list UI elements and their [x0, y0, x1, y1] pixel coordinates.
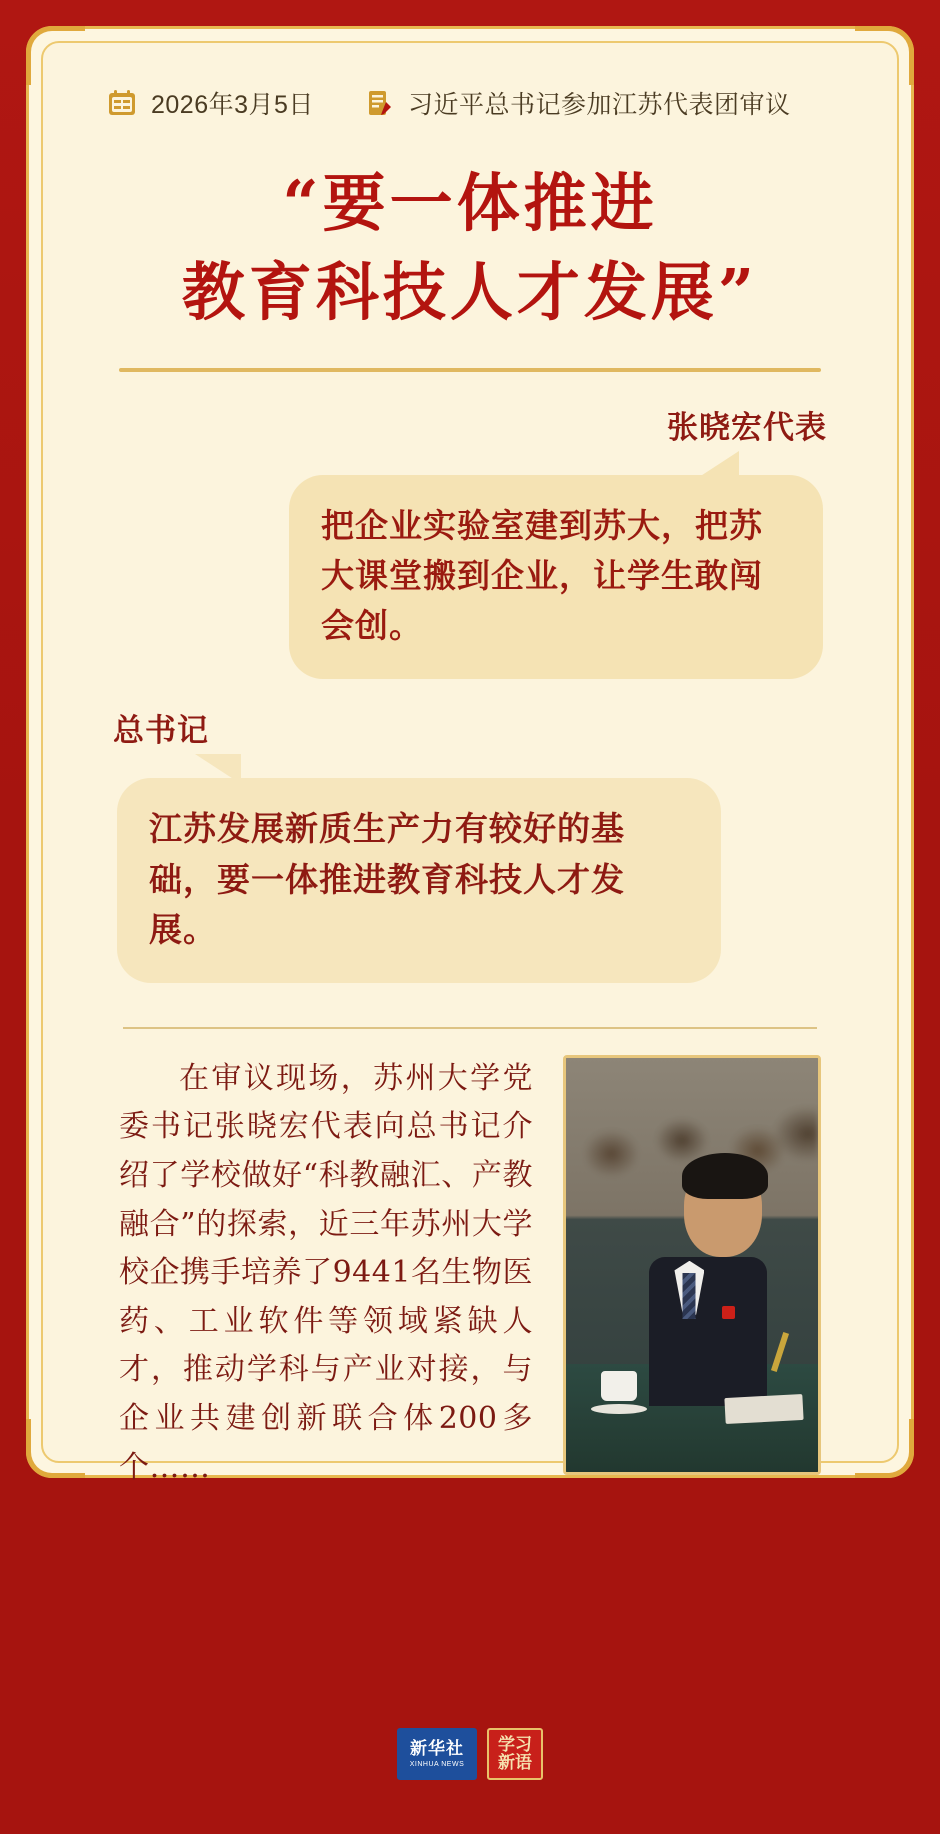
title-divider: [119, 368, 821, 372]
document-pen-icon: [364, 88, 394, 118]
photo-notebook: [724, 1394, 803, 1424]
header: [107, 81, 851, 125]
news-photo: [563, 1055, 821, 1475]
representative-quote-bubble: [289, 475, 823, 679]
photo-subject-hair: [682, 1153, 768, 1199]
body-paragraph: 在审议现场，苏州大学党委书记张晓宏代表向总书记介绍了学校做好“科教融汇、产教融合”的探索，近三年苏州大学校企携手培养了9441名生物医药、工业软件等领域紧缺人才，推动学科与产业对接，与企业共建创新联合体200多个……: [119, 1060, 533, 1485]
footer-logos: [0, 1728, 940, 1780]
calendar-icon: [107, 88, 137, 118]
header-topic: 习近平总书记参加江苏代表团审议: [407, 91, 791, 119]
title-line-2: 教育科技人才发展”: [181, 255, 759, 330]
page-title: [89, 159, 851, 338]
decorative-gold-frame: [26, 26, 914, 1485]
photo-subject-tie: [683, 1273, 696, 1319]
poster-content: [43, 43, 897, 1485]
bubble-tail-left: [195, 754, 241, 784]
title-line-1: “要一体推进: [282, 166, 658, 240]
header-date: 2026年3月5日: [151, 91, 314, 119]
bubble-tail-right: [693, 451, 739, 481]
representative-quote-text: 把企业实验室建到苏大，把苏大课堂搬到企业，让学生敢闯会创。: [321, 506, 763, 645]
xinhua-logo: [397, 1728, 477, 1780]
representative-label: 张晓宏代表: [667, 409, 827, 445]
body-section: [119, 1055, 821, 1492]
photo-subject-badge: [722, 1306, 735, 1319]
general-secretary-quote-bubble: [117, 778, 721, 982]
general-secretary-quote-text: 江苏发展新质生产力有较好的基础，要一体推进教育科技人才发展。: [149, 810, 625, 948]
xinhua-logo-cn: 新华社: [410, 1738, 464, 1758]
xuexi-logo: 学习新语: [487, 1728, 543, 1780]
general-secretary-label: 总书记: [113, 713, 209, 749]
photo-saucer: [591, 1404, 647, 1414]
xinhua-logo-en: XINHUA NEWS: [409, 1760, 465, 1768]
photo-teacup: [601, 1371, 637, 1401]
inner-paper-panel: [41, 41, 899, 1485]
photo-subject-suit: [649, 1257, 767, 1406]
body-divider: [123, 1027, 817, 1029]
